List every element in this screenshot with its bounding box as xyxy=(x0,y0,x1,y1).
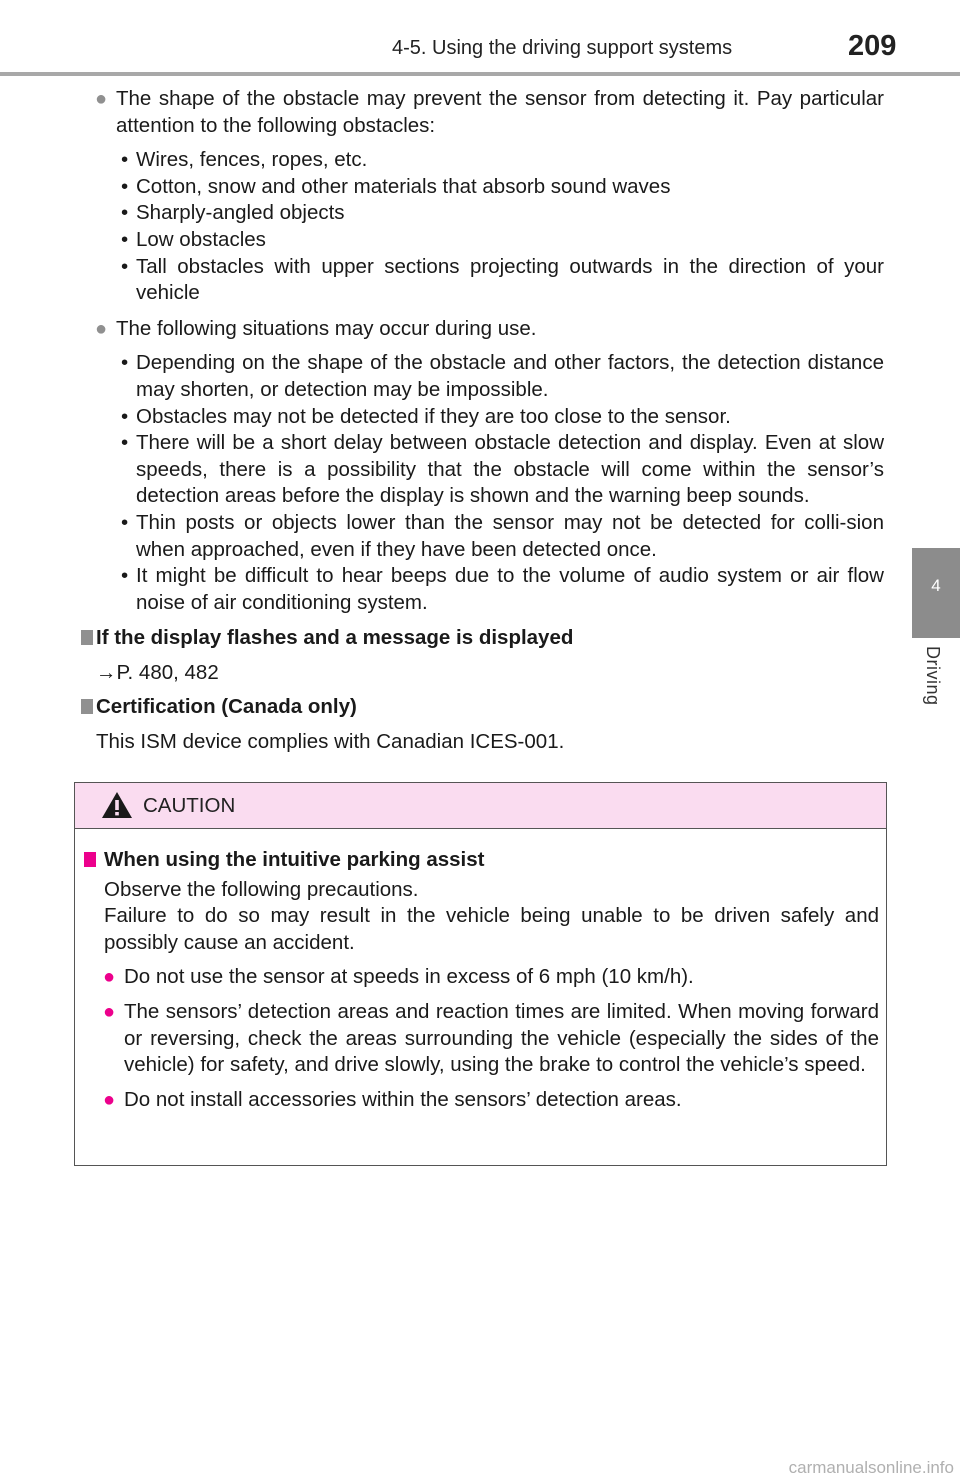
bullet-text: The following situations may occur during use. xyxy=(116,316,537,340)
header-divider xyxy=(0,72,960,76)
caution-heading: When using the intuitive parking assist xyxy=(84,847,879,874)
section-body: This ISM device complies with Canadian ICES-001. xyxy=(96,730,565,754)
caution-bullet: ● Do not install accessories within the sensors’ detection areas. xyxy=(84,1087,879,1114)
caution-body xyxy=(84,847,879,1113)
caution-intro: Failure to do so may result in the vehicle being unable to be driven safely and possibly cause an accident. xyxy=(104,904,879,954)
bullet-text: The shape of the obstacle may prevent the sensor from detecting it. Pay particular attention to the following obstacles: xyxy=(116,87,884,137)
list-item: • Wires, fences, ropes, etc. xyxy=(121,148,368,172)
main-content xyxy=(96,86,884,756)
page-reference: →P. 480, 482 xyxy=(96,660,219,684)
bullet-dot-icon: ● xyxy=(103,1000,116,1023)
list-item: • Cotton, snow and other materials that absorb sound waves xyxy=(121,174,671,198)
sub-list xyxy=(116,147,884,307)
list-item: • It might be difficult to hear beeps due to the volume of audio system or air flow noise of air conditioning system. xyxy=(121,564,884,614)
section-heading: Certification (Canada only) xyxy=(96,694,884,721)
list-item: • Depending on the shape of the obstacle and other factors, the detection distance may shorten, or detection may be impossible. xyxy=(121,351,884,401)
list-item: • Obstacles may not be detected if they are too close to the sensor. xyxy=(121,404,731,428)
square-bullet-icon xyxy=(84,852,96,867)
sub-list xyxy=(116,350,884,616)
chapter-label: Driving xyxy=(923,646,943,706)
caution-header xyxy=(75,783,886,829)
bullet-dot-icon: ● xyxy=(95,317,108,340)
watermark: carmanualsonline.info xyxy=(788,1458,954,1477)
bullet-dot-icon: ● xyxy=(103,1088,116,1111)
bullet-point xyxy=(96,316,884,343)
list-item: • Sharply-angled objects xyxy=(121,201,345,225)
list-item: • Tall obstacles with upper sections projecting outwards in the direction of your vehicle xyxy=(121,254,884,305)
caution-title: CAUTION xyxy=(143,794,236,817)
page-number: 209 xyxy=(848,30,897,62)
caution-box xyxy=(74,782,887,1166)
caution-bullet: ● The sensors’ detection areas and reaction times are limited. When moving forward or reversing, check the areas surrounding the vehicle (especially the sides of the vehicle) for safety, and drive slowly, using the brake to control the vehicle’s speed. xyxy=(103,999,879,1077)
list-item: • Low obstacles xyxy=(121,227,266,251)
list-item: • Thin posts or objects lower than the sensor may not be detected for colli-sion when approached, even if they have been detected once. xyxy=(121,510,884,561)
bullet-point xyxy=(96,86,884,139)
section-heading: If the display flashes and a message is displayed xyxy=(96,625,884,652)
list-item: • There will be a short delay between obstacle detection and display. Even at slow speeds, there is a possibility that the obstacle will come within the sensor’s detection areas before the display is shown and the warning beep sounds. xyxy=(121,431,884,508)
square-bullet-icon xyxy=(81,699,93,714)
chapter-label-wrap xyxy=(910,646,958,726)
chapter-number: 4 xyxy=(931,576,941,595)
square-bullet-icon xyxy=(81,630,93,645)
bullet-dot-icon: ● xyxy=(103,966,116,989)
bullet-dot-icon: ● xyxy=(95,88,108,110)
section-title: 4-5. Using the driving support systems xyxy=(392,37,733,59)
chapter-tab xyxy=(912,548,960,638)
caution-bullet: ● Do not use the sensor at speeds in excess of 6 mph (10 km/h). xyxy=(84,964,879,991)
warning-triangle-icon xyxy=(101,790,133,820)
caution-intro: Observe the following precautions. xyxy=(104,877,419,901)
